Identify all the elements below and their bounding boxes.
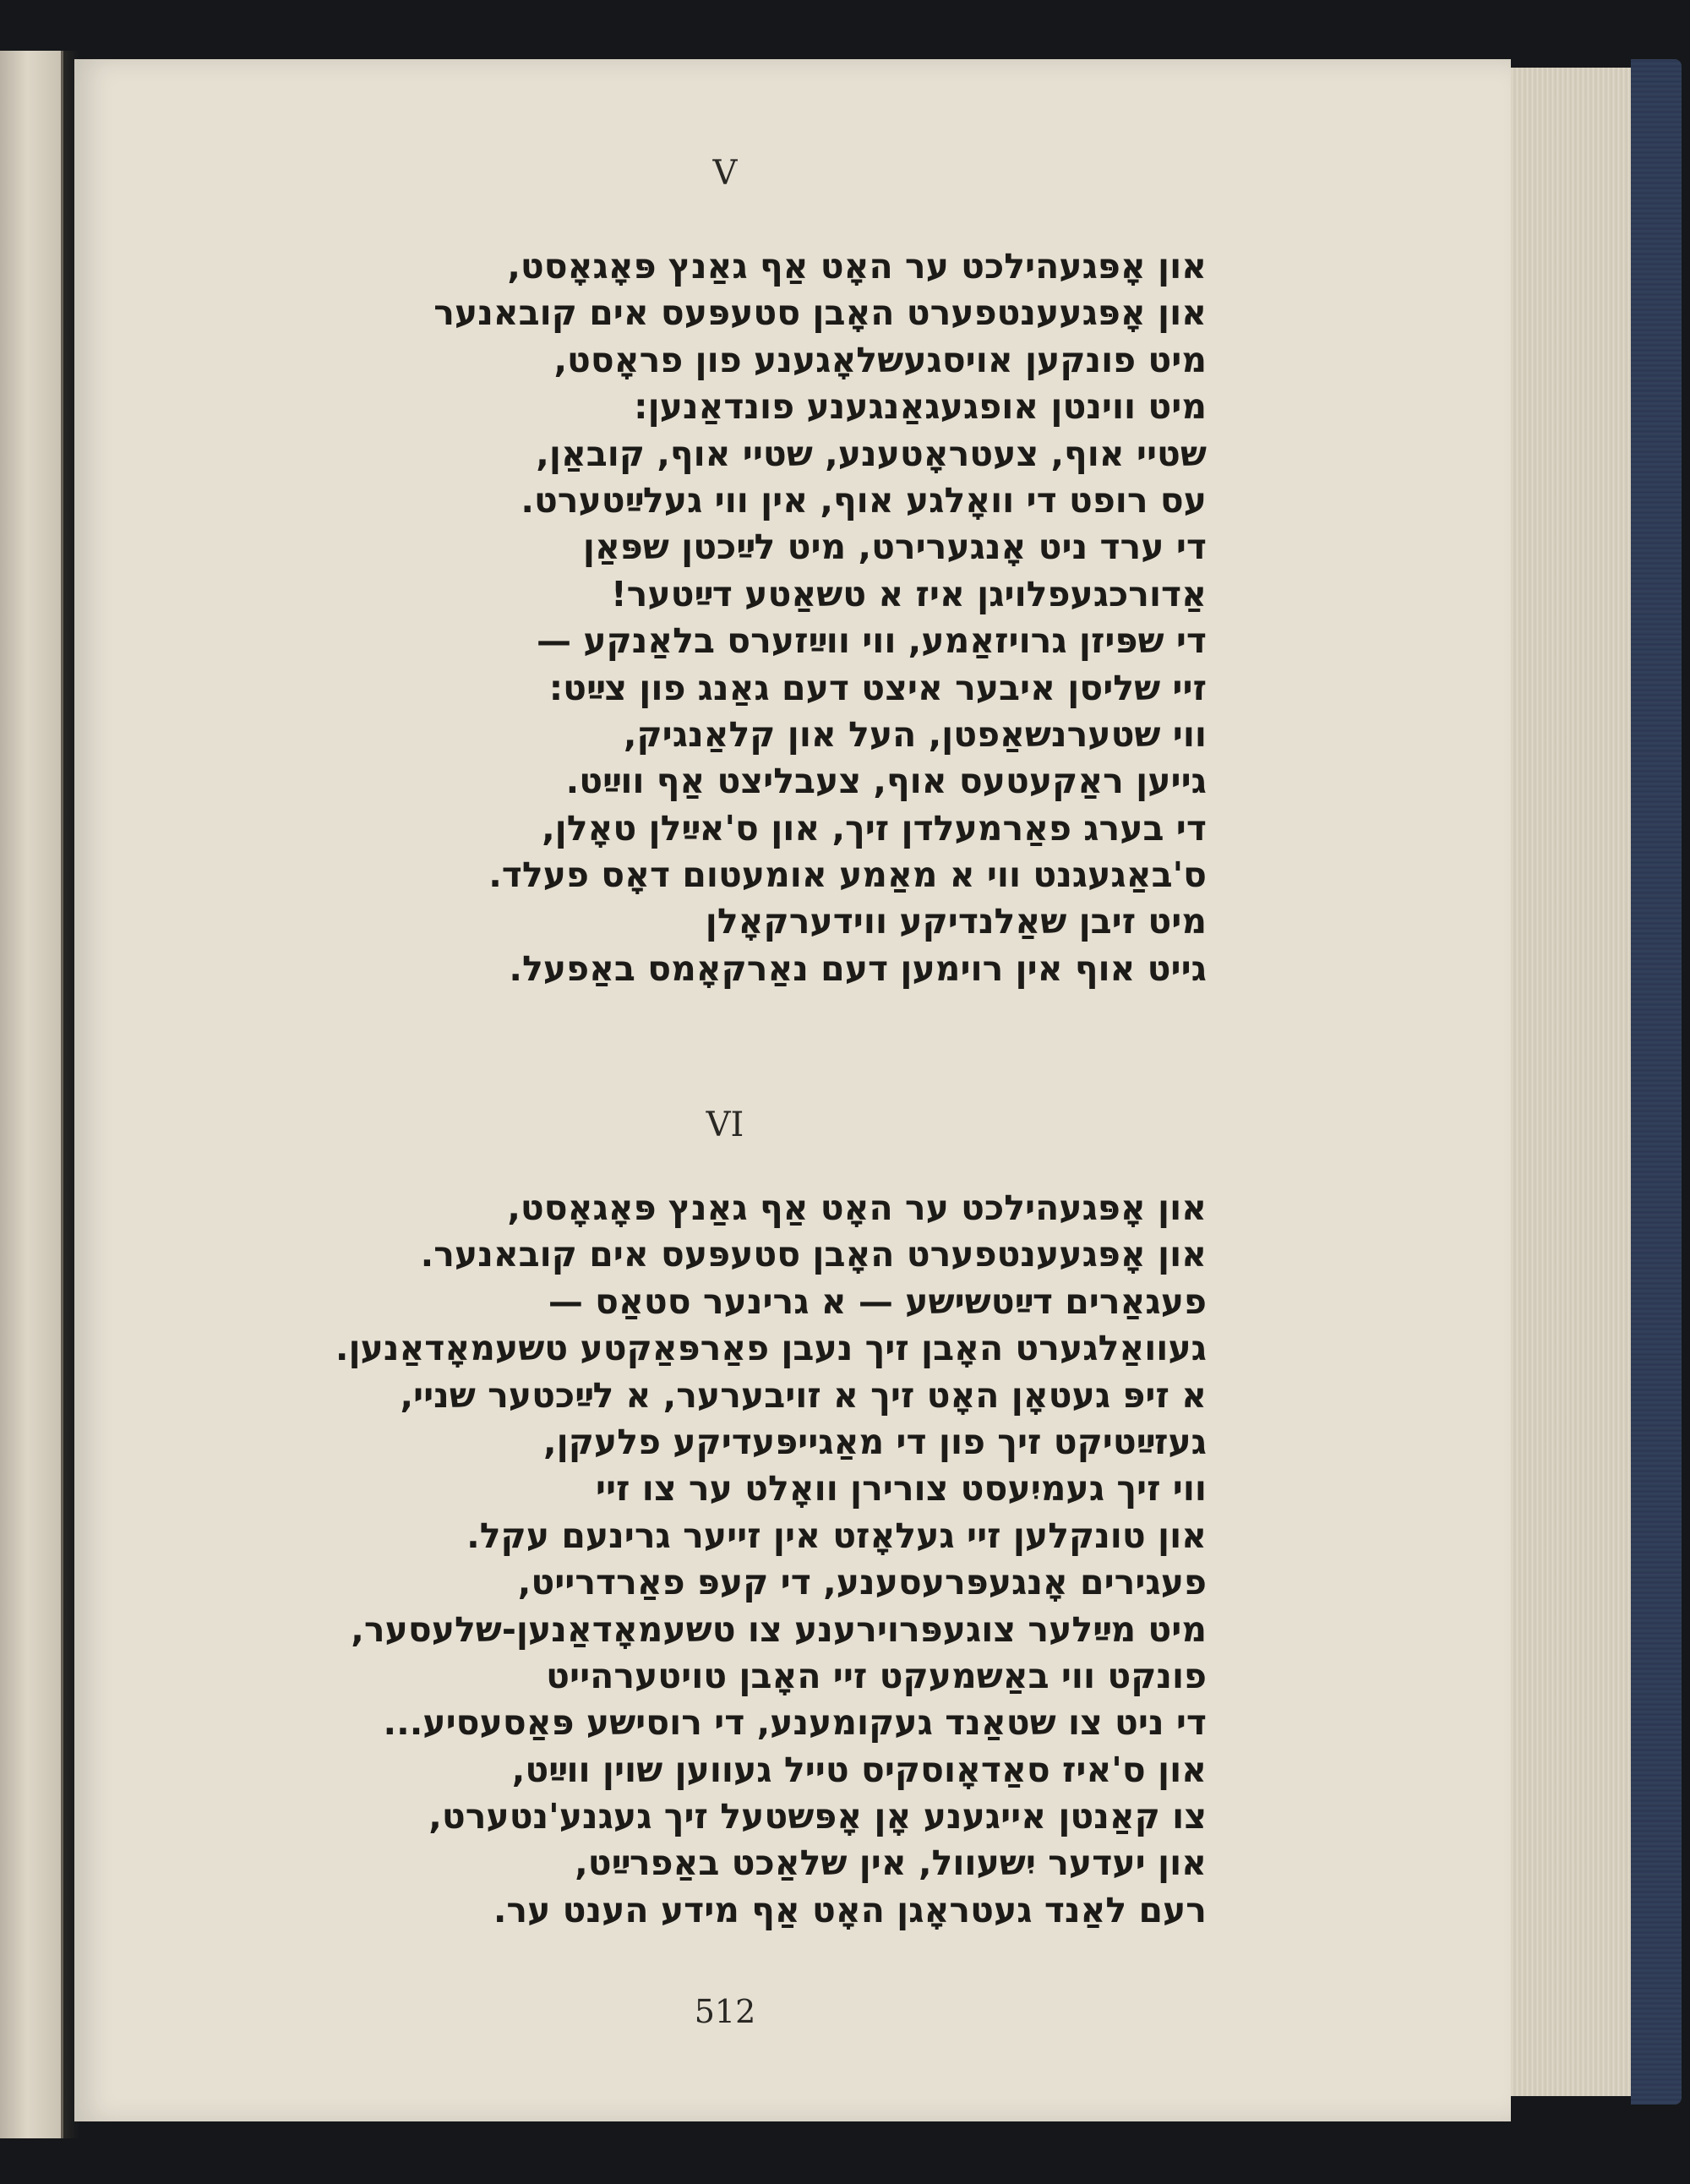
- poem-line: און אָפּגעהילכט ער האָט אַף גאַנץ פּאָגאָסט,: [507, 246, 1207, 287]
- poem-line: און אָפּגעענטפערט האָבן סטעפּעס אים קובאנער.: [420, 1234, 1207, 1275]
- poem-line: פעגאַרים דײַטשישע — א גרינער סטאַס —: [548, 1280, 1207, 1322]
- poem-line: ס'באַגעגנט ווי א מאַמע אומעטום דאָס פעלד.: [488, 854, 1207, 896]
- poem-line: א זיפּ געטאָן האָט זיך א זויבערער, א לײַכטער שניי,: [400, 1374, 1207, 1416]
- book-page: [74, 59, 1511, 2121]
- section-number-v: V: [712, 154, 738, 193]
- poem-line: מיט פונקען אויסגעשלאָגענע פון פראָסט,: [553, 339, 1207, 380]
- poem-line: מיט זיבן שאַלנדיקע ווידערקאָלן: [705, 901, 1207, 942]
- section-number-vi: VI: [706, 1106, 744, 1144]
- poem-line: די בערג פאַרמעלדן זיך, און ס'אײַלן טאָלן,: [542, 807, 1207, 849]
- poem-line: ווי שטערנשאַפטן, העל און קלאַנגיק,: [623, 713, 1207, 755]
- poem-line: זיי שליסן איבער איצט דעם גאַנג פון צײַט:: [548, 667, 1207, 708]
- stanza-v: [235, 243, 1207, 992]
- stanza-vi: [235, 1185, 1207, 1934]
- book-cover-edge: [1631, 59, 1682, 2105]
- poem-line: רעם לאַנד געטראָגן האָט אַף מידע הענט ער.: [493, 1889, 1207, 1930]
- page-number: 512: [694, 1993, 756, 2030]
- previous-page-edge: [0, 51, 63, 2138]
- poem-line: און יעדער יִשעוול, אין שלאַכט באַפרײַט,: [575, 1843, 1207, 1884]
- poem-line: די שפּיזן גרויזאַמע, ווי ווײַזערס בלאַנקע —: [536, 620, 1207, 662]
- poem-line: שטיי אוף, צעטראָטענע, שטיי אוף, קובאַן,: [536, 433, 1207, 474]
- poem-line: גייט אוף אין רוימען דעם נאַרקאָמס באַפעל.: [509, 947, 1207, 989]
- poem-line: געזײַטיקט זיך פון די מאַגייפּעדיקע פלעקן,: [543, 1421, 1207, 1462]
- poem-line: מיט ווינטן אופגעגאַנגענע פונדאַנען:: [634, 386, 1207, 428]
- poem-line: פעגירים אָנגעפּרעסענע, די קעפּ פאַרדרייט,: [517, 1562, 1207, 1603]
- poem-line: די ניט צו שטאַנד געקומענע, די רוסישע פּאַסעסיע...: [383, 1702, 1207, 1744]
- poem-line: ווי זיך געמיִעסט צורירן וואָלט ער צו זיי: [595, 1468, 1207, 1510]
- poem-line: גייען ראַקעטעס אוף, צעבליצט אַף ווײַט.: [565, 761, 1207, 802]
- poem-line: געוואַלגערט האָבן זיך נעבן פאַרפּאַקטע טשעמאָדאַנען.: [335, 1328, 1207, 1369]
- poem-line: און טונקלען זיי געלאָזט אין זייער גרינעם עקל.: [466, 1515, 1207, 1556]
- poem-line: צו קאַנטן אייגענע אָן אָפּשטעל זיך געגנע'נטערט,: [428, 1796, 1207, 1837]
- poem-line: און ס'איז סאַדאָוסקיס טייל געווען שוין ווײַט,: [511, 1749, 1207, 1790]
- poem-line: און אָפּגעהילכט ער האָט אַף גאַנץ פּאָגאָסט,: [507, 1188, 1207, 1228]
- poem-line: אַדורכגעפלויגן איז א טשאַטע דײַטער!: [610, 573, 1207, 614]
- poem-line: עס רופט די וואָלגע אוף, אין ווי געלײַטערט.: [521, 479, 1207, 521]
- poem-line: פונקט ווי באַשמעקט זיי האָבן טויטערהייט: [546, 1655, 1207, 1696]
- poem-line: מיט מײַלער צוגעפּרוירענע צו טשעמאָדאַנען-שלעסער,: [351, 1608, 1207, 1650]
- poem-line: די ערד ניט אָנגערירט, מיט לײַכטן שפּאַן: [582, 527, 1207, 568]
- poem-line: און אָפּגעענטפערט האָבן סטעפּעס אים קובאנער: [433, 292, 1207, 334]
